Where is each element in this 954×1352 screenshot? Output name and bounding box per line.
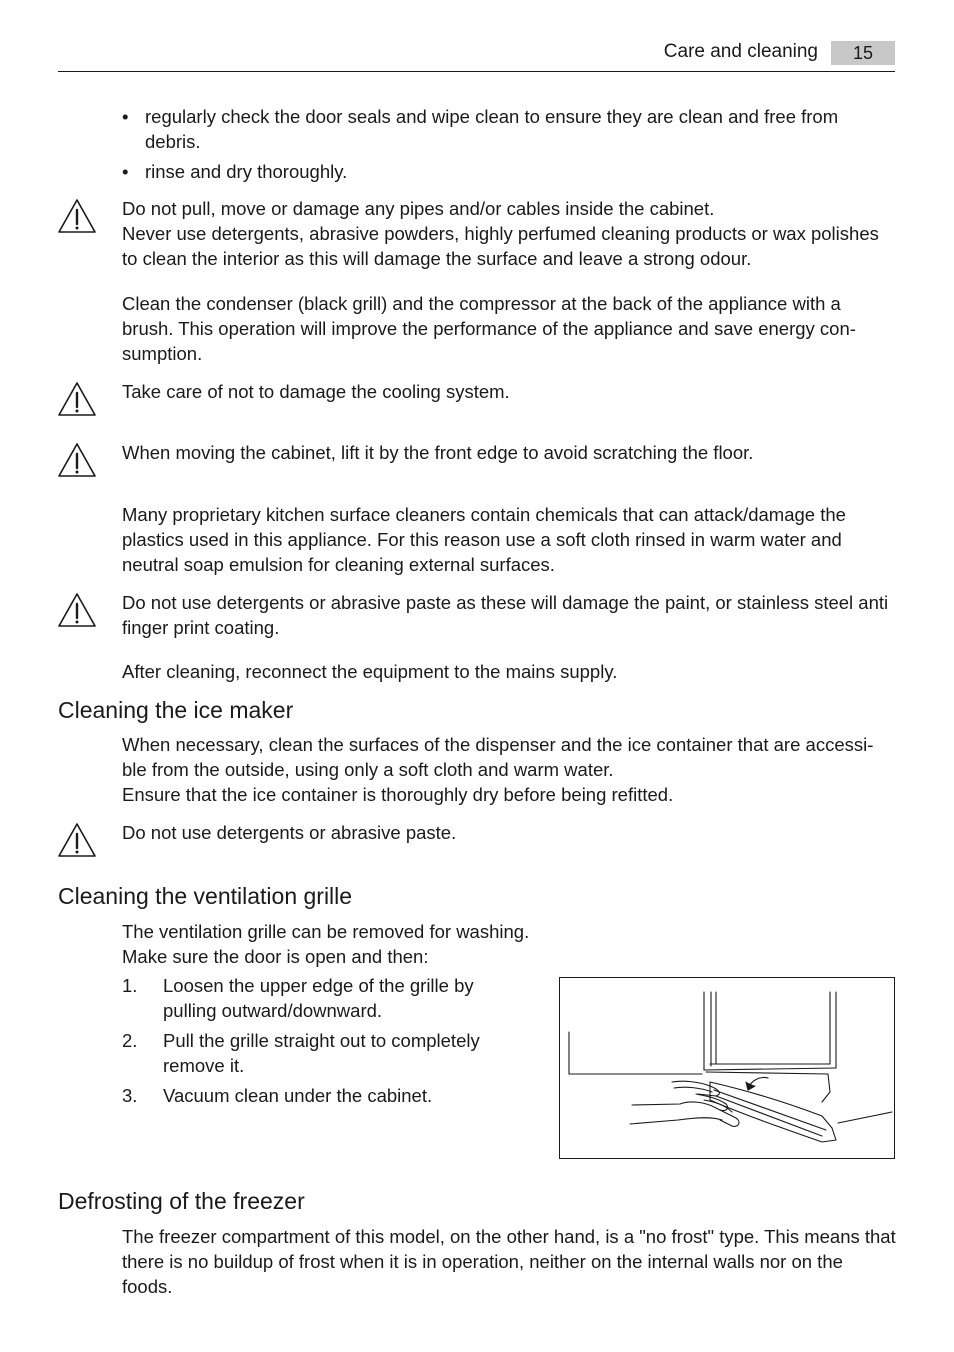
after-cleaning-text: After cleaning, reconnect the equipment to the mains supply. — [122, 661, 618, 682]
step-item — [122, 1028, 507, 1078]
header-divider — [58, 71, 895, 72]
warning-triangle-icon — [57, 198, 97, 234]
ventilation-heading: Cleaning the ventilation grille — [58, 883, 353, 909]
defrost-paragraph: The freezer compartment of this model, on the other hand, is a "no frost" type. This means that there is no buildup of frost when it is in operation, neither on the internal walls nor on the foods. — [122, 1226, 896, 1297]
bullet-item: • rinse and dry thoroughly. — [122, 159, 897, 184]
warning-text: Do not use detergents or abrasive paste as these will damage the paint, or stainless steel anti finger print coating. — [122, 592, 889, 638]
warning-triangle-icon — [57, 381, 97, 417]
step-number: 2. — [122, 1030, 138, 1051]
step-text: Pull the grille straight out to completely remove it. — [163, 1030, 480, 1076]
ventilation-intro-line: Make sure the door is open and then: — [122, 946, 429, 967]
cleaners-paragraph: Many proprietary kitchen surface cleaners contain chemicals that can attack/damage the plastics used in this appliance. For this reason use a soft cloth rinsed in warm water and neutral soap emulsion for cleaning external surfaces. — [122, 504, 846, 575]
step-item — [122, 973, 507, 1023]
warning-text: When moving the cabinet, lift it by the front edge to avoid scratching the floor. — [122, 442, 754, 463]
step-text: Vacuum clean under the cabinet. — [163, 1085, 433, 1106]
step-number: 3. — [122, 1085, 138, 1106]
step-number: 1. — [122, 975, 138, 996]
defrost-heading: Defrosting of the freezer — [58, 1188, 305, 1214]
warning-text: Do not use detergents or abrasive paste. — [122, 822, 457, 843]
warning-text — [122, 196, 897, 271]
ice-maker-text — [122, 732, 897, 807]
warning-triangle-icon — [57, 822, 97, 858]
warning-line: Do not pull, move or damage any pipes and/or cables inside the cabinet. — [122, 198, 715, 219]
section-title: Care and cleaning — [663, 41, 818, 62]
grille-removal-figure — [559, 977, 895, 1159]
page-number: 15 — [831, 41, 895, 65]
condenser-paragraph: Clean the condenser (black grill) and the compressor at the back of the appliance with a brush. This operation will improve the performance of the appliance and save energy con-sumption. — [122, 293, 856, 364]
warning-line: Never use detergents, abrasive powders, highly perfumed cleaning products or wax polishes to clean the interior as this will damage the surface and leave a strong odour. — [122, 223, 879, 269]
ventilation-intro-line: The ventilation grille can be removed for washing. — [122, 921, 530, 942]
warning-triangle-icon — [57, 592, 97, 628]
ice-maker-paragraph: Ensure that the ice container is thoroughly dry before being refitted. — [122, 784, 674, 805]
grille-removal-illustration — [560, 978, 894, 1158]
ventilation-intro — [122, 919, 562, 969]
bullet-item: • regularly check the door seals and wipe clean to ensure they are clean and free from debris. — [122, 104, 897, 154]
ice-maker-paragraph: When necessary, clean the surfaces of the dispenser and the ice container that are accessi-ble from the outside, using only a soft cloth and warm water. — [122, 734, 874, 780]
step-item — [122, 1083, 507, 1108]
step-text: Loosen the upper edge of the grille by pulling outward/downward. — [163, 975, 474, 1021]
warning-triangle-icon — [57, 442, 97, 478]
warning-text: Take care of not to damage the cooling system. — [122, 381, 510, 402]
ice-maker-heading: Cleaning the ice maker — [58, 697, 294, 723]
